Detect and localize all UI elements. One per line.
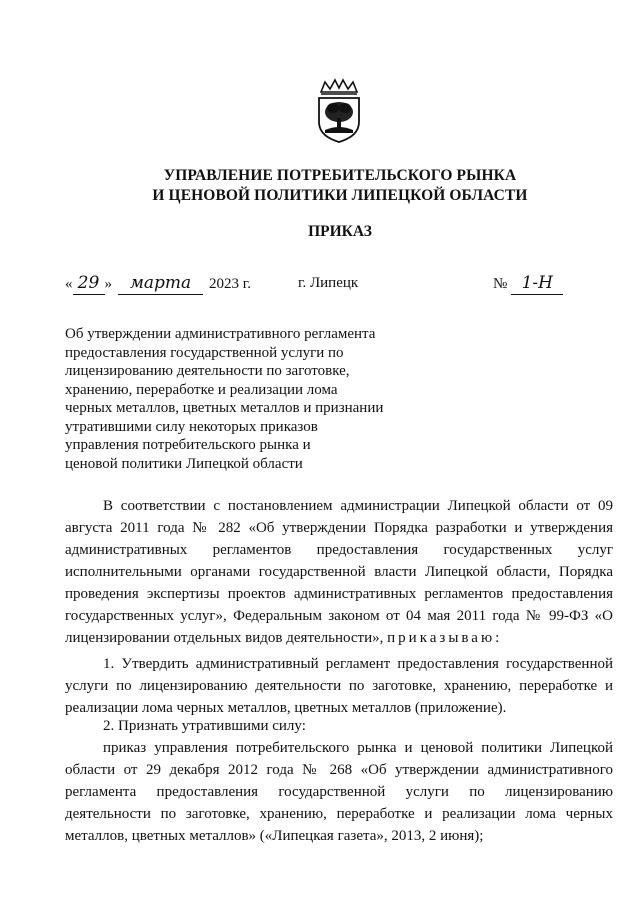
subject-line: Об утверждении административного регламента: [65, 326, 376, 342]
order-word: приказываю:: [387, 630, 503, 646]
order-number: [493, 272, 563, 295]
preamble-text: В соответствии с постановлением администрации Липецкой области от 09 августа 2011 года № 282 «Об утверждении Порядка разработки и утверждения административных регламентов предоставления государственных услуг исполнительными органами государственной власти Липецкой области, Порядка проведения экспертизы проектов административных регламентов предоставления государственных услуг», Федеральным законом от 04 мая 2011 года № 99-ФЗ «О лицензировании отдельных видов деятельности»,: [65, 498, 613, 646]
subject-line: ценовой политики Липецкой области: [65, 455, 303, 472]
subject-line: черных металлов, цветных металлов и признании: [65, 400, 384, 416]
order-city: г. Липецк: [298, 275, 359, 291]
number-value: 1-Н: [511, 272, 563, 295]
item-1-paragraph: 1. Утвердить административный регламент предоставления государственной услуги по лицензированию деятельности по заготовке, хранению, переработке и реализации лома черных металлов, цветных металлов (приложение).: [65, 656, 613, 716]
subject-line: утратившими силу некоторых приказов: [65, 418, 318, 435]
subject-line: хранению, переработке и реализации лома: [65, 381, 338, 398]
org-line-2: И ЦЕНОВОЙ ПОЛИТИКИ ЛИПЕЦКОЙ ОБЛАСТИ: [152, 187, 528, 204]
quote-close: »: [104, 276, 112, 292]
quote-open: «: [65, 276, 73, 292]
subject-line: управления потребительского рынка и: [65, 437, 311, 453]
preamble-paragraph: [65, 495, 613, 649]
order-subject: [65, 325, 405, 473]
order-date: [65, 272, 251, 295]
lipetsk-coat-of-arms-icon: [313, 78, 365, 144]
date-day: 29: [73, 272, 105, 295]
date-month: марта: [118, 272, 203, 295]
subject-line: предоставления государственной услуги по: [65, 344, 344, 361]
number-label: №: [493, 276, 508, 292]
date-year: 2023 г.: [209, 276, 251, 292]
subject-line: лицензированию деятельности по заготовке,: [65, 363, 350, 379]
item-2-text-paragraph: приказ управления потребительского рынка и ценовой политики Липецкой области от 29 декабря 2012 года № 268 «Об утверждении административного регламента предоставления государственной услуги по лицензированию деятельности по заготовке, хранению, переработке и реализации лома черных металлов, цветных металлов» («Липецкая газета», 2013, 2 июня);: [65, 740, 613, 844]
item-2-paragraph: 2. Признать утратившими силу:: [103, 718, 306, 734]
document-type: ПРИКАЗ: [308, 223, 372, 240]
org-line-1: УПРАВЛЕНИЕ ПОТРЕБИТЕЛЬСКОГО РЫНКА: [163, 167, 517, 184]
issuing-authority: [120, 166, 560, 206]
